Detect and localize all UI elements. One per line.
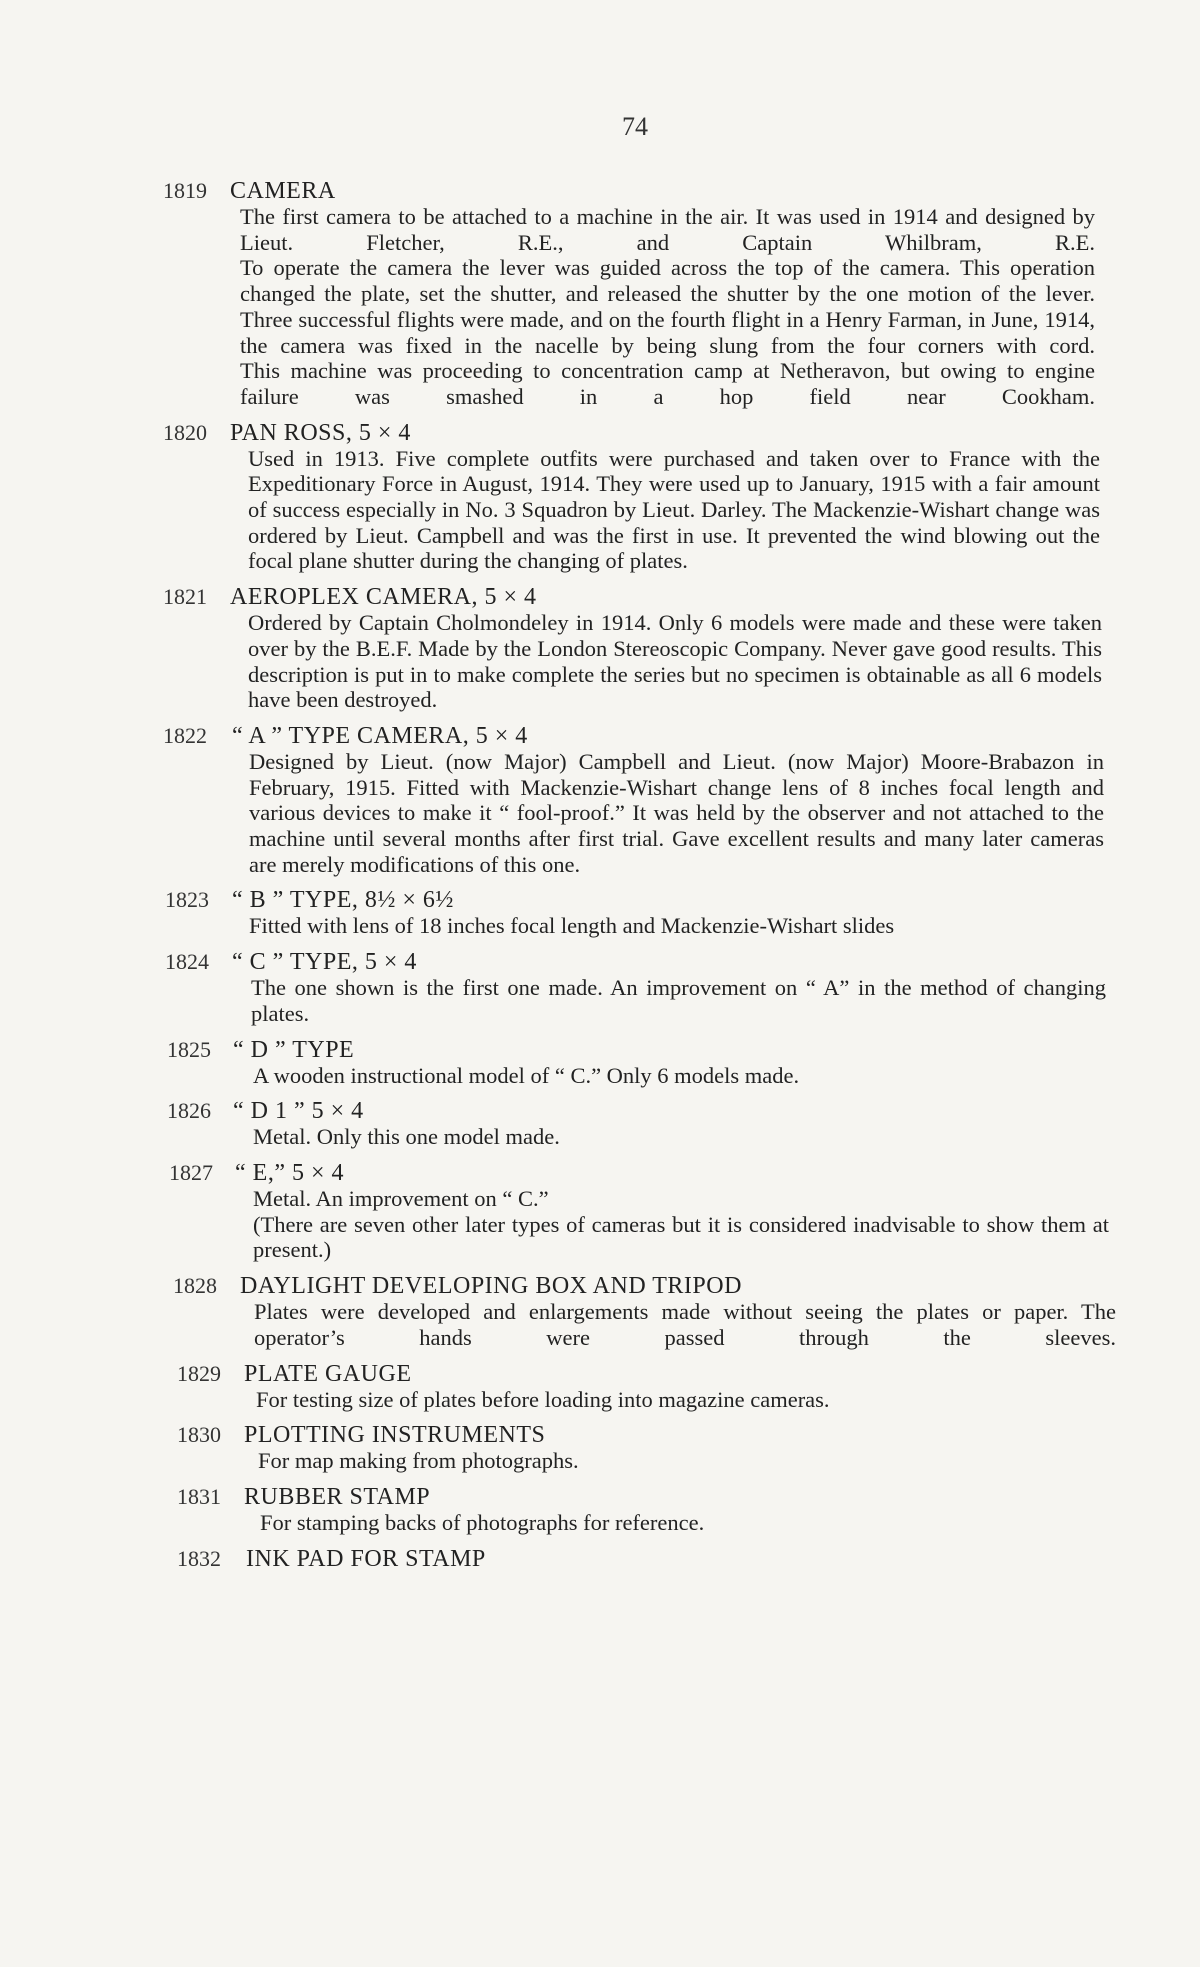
- entry-text: Ordered by Captain Cholmondeley in 1914. Only 6 models were made and these were taken over by the B.E.F. Made by the London Stereoscopic Company. Never gave good results. This description is put in to make complete the series but no specimen is obtainable as all 6 models have been destroyed.: [248, 610, 1102, 713]
- catalogue-entry: [0, 1160, 1200, 1263]
- entry-title: “ E,” 5 × 4: [235, 1159, 344, 1186]
- entry-text: Used in 1913. Five complete outfits were purchased and taken over to France with the Expeditionary Force in August, 1914. They were used up to January, 1915 with a fair amount of success especially in No. 3 Squadron by Lieut. Darley. The Mackenzie-Wishart change was ordered by Lieut. Campbell and was the first in use. It prevented the wind blowing out the focal plane shutter during the changing of plates.: [248, 445, 1100, 574]
- entry-number: 1828: [173, 1273, 217, 1299]
- catalogue-entry: [0, 1361, 1200, 1413]
- catalogue-entry: [0, 584, 1200, 713]
- entry-title: “ B ” TYPE, 8½ × 6½: [232, 887, 454, 914]
- entry-title: AEROPLEX CAMERA, 5 × 4: [230, 584, 537, 611]
- entry-number: 1825: [167, 1036, 211, 1062]
- catalogue-entry: [0, 1484, 1200, 1536]
- entry-title: PLOTTING INSTRUMENTS: [244, 1422, 546, 1449]
- catalogue-entry: [0, 1098, 1200, 1150]
- entry-title: INK PAD FOR STAMP: [246, 1545, 486, 1572]
- entry-title: PLATE GAUGE: [244, 1360, 412, 1387]
- entry-title: DAYLIGHT DEVELOPING BOX AND TRIPOD: [240, 1273, 742, 1300]
- entry-text: Fitted with lens of 18 inches focal length and Mackenzie-Wishart slides: [249, 913, 895, 939]
- entry-text: (There are seven other later types of cameras but it is considered inadvisable to show them at present.): [253, 1211, 1109, 1263]
- entry-text: Metal. An improvement on “ C.”: [253, 1185, 549, 1211]
- entry-number: 1829: [177, 1360, 221, 1386]
- entry-text: A wooden instructional model of “ C.” Only 6 models made.: [253, 1062, 800, 1088]
- entry-number: 1824: [165, 949, 209, 975]
- entry-text: Three successful flights were made, and on the fourth flight in a Henry Farman, in June, 1914, the camera was fixed in the nacelle by being slung from the four corners with cord.: [240, 306, 1095, 358]
- entry-number: 1821: [163, 584, 207, 610]
- entry-title: “ D 1 ” 5 × 4: [233, 1098, 364, 1125]
- entry-text: For stamping backs of photographs for reference.: [260, 1509, 705, 1535]
- catalogue-entry: [0, 723, 1200, 878]
- entry-number: 1832: [177, 1545, 221, 1571]
- entry-title: “ D ” TYPE: [233, 1036, 355, 1063]
- catalogue-entry: [0, 1037, 1200, 1089]
- entry-text: To operate the camera the lever was guided across the top of the camera. This operation changed the plate, set the shutter, and released the shutter by the one motion of the lever.: [240, 255, 1095, 307]
- entry-text: Metal. Only this one model made.: [253, 1124, 560, 1150]
- entry-number: 1822: [163, 722, 207, 748]
- catalogue-entries: [0, 178, 1200, 1582]
- entry-title: CAMERA: [230, 178, 336, 204]
- entry-text: This machine was proceeding to concentration camp at Netheravon, but owing to engine failure was smashed in a hop field near Cookham.: [240, 358, 1095, 409]
- entry-title: “ C ” TYPE, 5 × 4: [232, 949, 417, 976]
- entry-text: For map making from photographs.: [258, 1448, 579, 1474]
- entry-number: 1831: [177, 1483, 221, 1509]
- catalogue-entry: [0, 1273, 1200, 1350]
- entry-number: 1823: [165, 887, 209, 913]
- entry-text: Designed by Lieut. (now Major) Campbell and Lieut. (now Major) Moore-Brabazon in February, 1915. Fitted with Mackenzie-Wishart change lens of 8 inches focal length and various devices to make it “ fool-proof.” It was held by the observer and not attached to the machine until several months after first trial. Gave excellent results and many later cameras are merely modifications of this one.: [249, 748, 1104, 877]
- entry-number: 1826: [167, 1098, 211, 1124]
- catalogue-entry: [0, 1546, 1200, 1572]
- page-number: 74: [622, 112, 648, 141]
- entry-title: PAN ROSS, 5 × 4: [230, 419, 411, 446]
- entry-text: The first camera to be attached to a machine in the air. It was used in 1914 and designed by Lieut. Fletcher, R.E., and Captain Whilbram, R.E.: [240, 204, 1095, 255]
- catalogue-entry: [0, 949, 1200, 1026]
- entry-title: RUBBER STAMP: [244, 1483, 431, 1510]
- entry-number: 1820: [163, 419, 207, 445]
- entry-text: The one shown is the first one made. An improvement on “ A” in the method of changing plates.: [251, 975, 1106, 1026]
- catalogue-entry: [0, 887, 1200, 939]
- entry-number: 1819: [163, 178, 207, 203]
- entry-text: Plates were developed and enlargements made without seeing the plates or paper. The operator’s hands were passed through the sleeves.: [254, 1299, 1116, 1350]
- catalogue-entry: [0, 178, 1200, 410]
- entry-text: For testing size of plates before loading into magazine cameras.: [256, 1386, 830, 1412]
- entry-title: “ A ” TYPE CAMERA, 5 × 4: [232, 722, 528, 749]
- catalogue-entry: [0, 420, 1200, 575]
- entry-number: 1830: [177, 1422, 221, 1448]
- catalogue-entry: [0, 1422, 1200, 1474]
- entry-number: 1827: [169, 1159, 213, 1185]
